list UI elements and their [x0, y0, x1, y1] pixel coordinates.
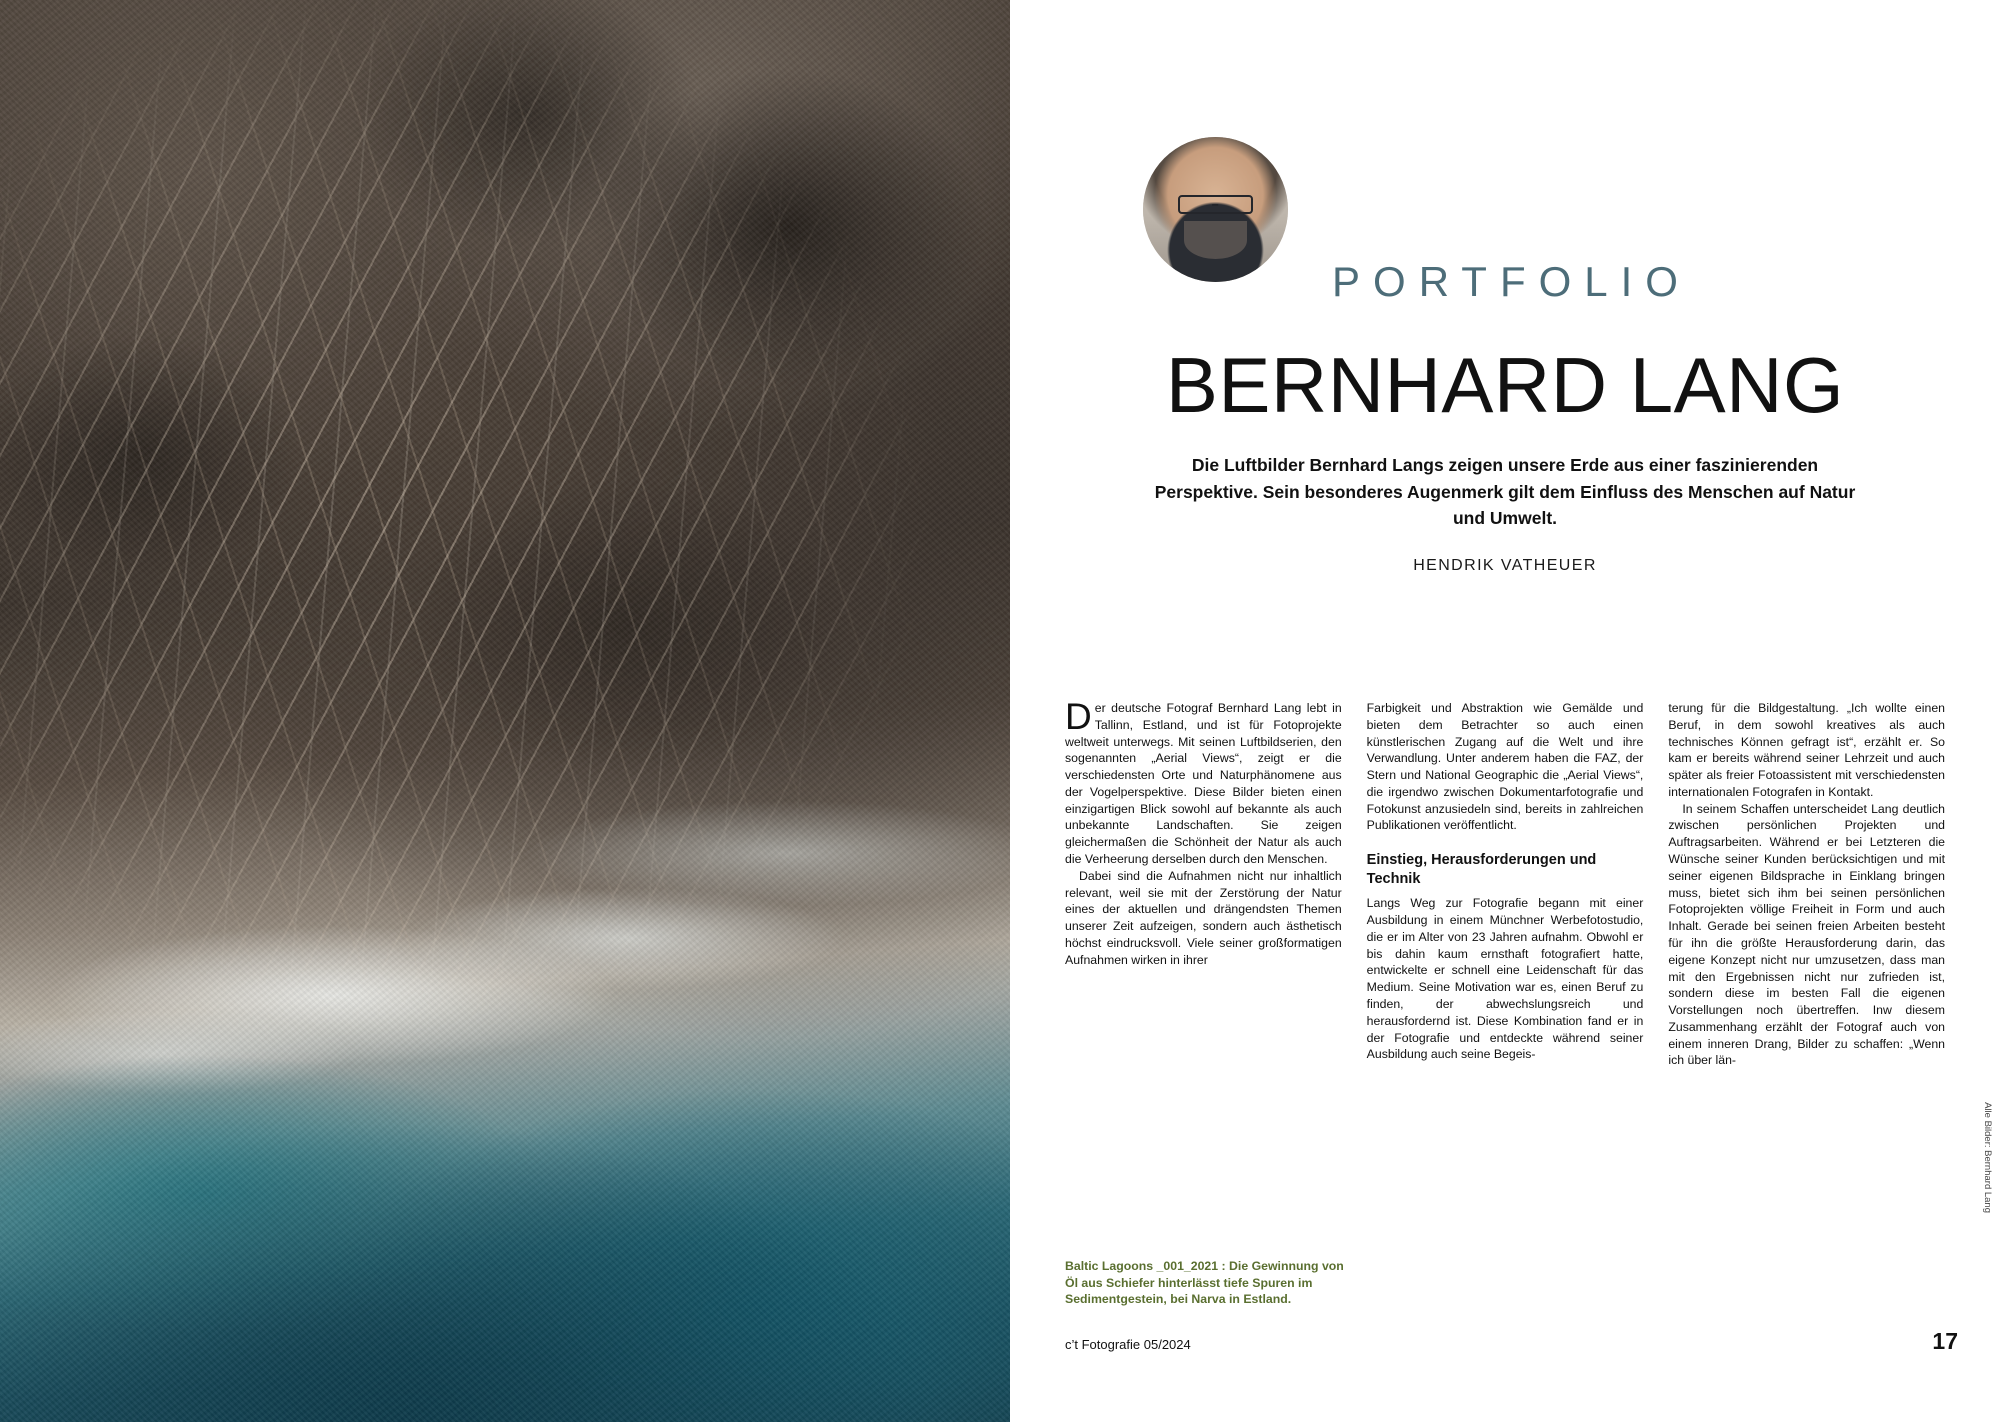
avatar-beard — [1184, 221, 1248, 259]
column-3 — [1668, 700, 1945, 1069]
page-title: BERNHARD LANG — [1165, 341, 1845, 429]
kicker: PORTFOLIO — [1332, 258, 1691, 305]
footer-publication: c’t Fotografie 05/2024 — [1065, 1337, 1191, 1352]
paragraph — [1065, 696, 1342, 868]
body-columns — [1065, 696, 1946, 1069]
paragraph: Langs Weg zur Fotografie begann mit einer Ausbildung in einem Münchner Werbefotostudio, die er im Alter von 23 Jahren aufnahm. Obwohl er bis dahin kaum ernsthaft fotografiert hatte, entwickelte er schnell eine Leidenschaft für das Medium. Seine Motivation war es, einen Beruf zu finden, der abwechslungsreich und herausfordernd ist. Diese Kombination fand er in der Fotografie und entdeckte während seiner Ausbildung auch seine Begeis- — [1366, 896, 1644, 1062]
column-2 — [1367, 700, 1644, 1069]
page-number: 17 — [1932, 1328, 1958, 1354]
paragraph: Dabei sind die Aufnahmen nicht nur inhaltlich relevant, weil sie mit der Zerstörung der Natur eines der aktuellen und drängendsten Themen unserer Zeit aufzeigen, sondern auch ästhetisch höchst eindrucksvoll. Viele seiner großformatigen Aufnahmen wirken in ihrer — [1065, 868, 1342, 967]
dropcap: D — [1065, 696, 1092, 737]
column-1 — [1065, 696, 1342, 1069]
paragraph: Farbigkeit und Abstraktion wie Gemälde und bieten dem Betrachter so auch einen künstlerischen Zugang auf die Welt und ihre Verwandlung. Unter anderem haben die FAZ, der Stern und National Geographic die „Aerial Views“, die irgendwo zwischen Dokumentarfotografie und Fotokunst anzusiedeln sind, bereits in zahlreichen Publikationen veröffentlicht. — [1366, 701, 1644, 833]
paragraph: In seinem Schaffen unterscheidet Lang deutlich zwischen persönlichen Projekten und Auftragsarbeiten. Während er bei Letzteren die Wünsche seiner Kunden berücksichtigen und mit seiner eigenen Bildsprache in Einklang bringen muss, bietet sich ihm bei seinen persönlichen Fotoprojekten völlige Freiheit in Form und auch Inhalt. Gerade bei seinen freien Arbeiten besteht für ihn die größte Herausforderung darin, das eigene Konzept nicht nur umzusetzen, dass man mit den Ergebnissen nicht nur zufrieden ist, sondern diese im besten Fall die eigenen Vorstellungen noch übertreffen. Inw diesem Zusammenhang erzählt der Fotograf auch von einem inneren Drang, Bilder zu schaffen: „Wenn ich über län- — [1668, 801, 1946, 1068]
section-subhead: Einstieg, Herausforderungen und Technik — [1366, 852, 1597, 887]
paragraph-text: er deutsche Fotograf Bernhard Lang lebt in Tallinn, Estland, und ist für Fotoprojekte weltweit unterwegs. Mit seinen Luftbildserien, den sogenannten „Aerial Views“, zeigt er die verschiedensten Orte und Naturphänomene aus der Vogelperspektive. Diese Bilder bieten einen einzigartigen Blick sowohl auf bekannte als auch unbekannte Landschaften. Sie zeigen gleichermaßen die Schönheit der Natur als auch die Verheerung derselben durch den Menschen. — [1065, 701, 1342, 867]
article-page — [1010, 0, 2000, 1422]
photo-caption: Baltic Lagoons _001_2021 : Die Gewinnung von Öl aus Schiefer hinterlässt tiefe Spuren im Sedimentgestein, bei Narva in Estland. — [1065, 1259, 1344, 1307]
glasses-icon — [1178, 195, 1253, 214]
paragraph: terung für die Bildgestaltung. „Ich wollte einen Beruf, in dem sowohl kreatives als auch technisches Können gefragt ist“, erzählt er. So kam er bereits während seiner Lehrzeit und auch später als freier Fotoassistent mit verschiedensten internationalen Fotografen in Kontakt. — [1668, 701, 1946, 799]
standfirst: Die Luftbilder Bernhard Langs zeigen unsere Erde aus einer faszinierenden Perspektive. Sein besonderes Augenmerk gilt dem Einfluss des Menschen auf Natur und Umwelt. — [1154, 455, 1856, 529]
photo-credit: Alle Bilder: Bernhard Lang — [1982, 1102, 1993, 1213]
byline: HENDRIK VATHEUER — [1413, 557, 1597, 574]
